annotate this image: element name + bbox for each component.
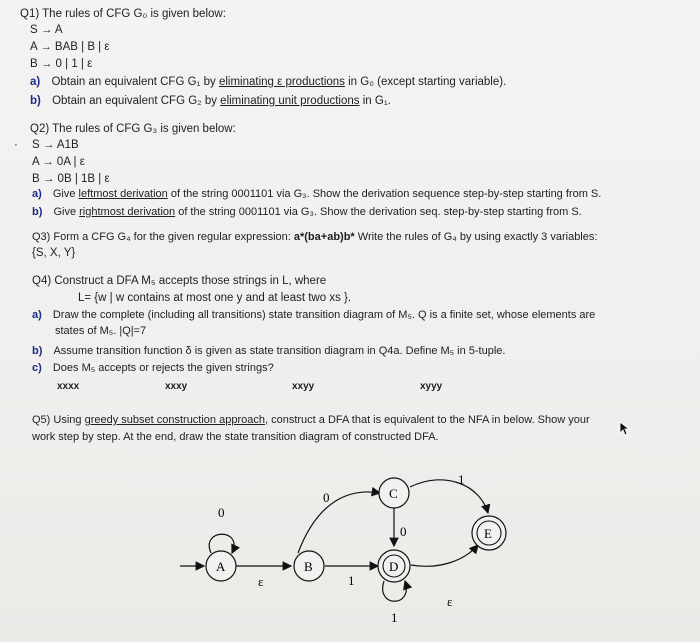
q2-title: Q2) The rules of CFG G₃ is given below: bbox=[30, 123, 236, 135]
q2-bullet-dot: · bbox=[14, 139, 18, 151]
q2-b-underlined: rightmost derivation bbox=[79, 206, 176, 218]
q2-rule-2: A → 0A | ε bbox=[32, 156, 85, 168]
edge-c-e bbox=[410, 480, 488, 513]
q2-a-post: of the string 0001101 via G₃. Show the derivation sequence step-by-step starting from S. bbox=[167, 188, 602, 200]
q2-a-underlined: leftmost derivation bbox=[78, 188, 168, 200]
edge-a-loop bbox=[209, 534, 234, 553]
state-d-label: D bbox=[389, 559, 399, 574]
state-a-label: A bbox=[216, 559, 226, 574]
q1-a-underlined: eliminating ε productions bbox=[218, 76, 345, 88]
q4-string-4: xyyy bbox=[420, 381, 443, 392]
q5-line-2: work step by step. At the end, draw the state transition diagram of constructed DFA. bbox=[32, 431, 439, 443]
q1-b-underlined: eliminating unit productions bbox=[220, 95, 360, 107]
q5-underlined: greedy subset construction approach bbox=[84, 414, 265, 426]
q2-a-label: a) bbox=[32, 188, 42, 200]
q4-c-text: Does M₅ accepts or rejects the given strings? bbox=[52, 362, 274, 374]
q3-line-2: {S, X, Y} bbox=[32, 247, 76, 259]
edge-d-loop bbox=[383, 581, 407, 601]
q3-post: Write the rules of G₄ by using exactly 3 variables: bbox=[354, 231, 598, 243]
q4-title: Q4) Construct a DFA M₅ accepts those strings in L, where bbox=[32, 275, 327, 287]
q1-a-pre: Obtain an equivalent CFG G₁ by bbox=[51, 76, 219, 88]
q4-c-label: c) bbox=[32, 362, 42, 374]
edge-label-a-loop: 0 bbox=[218, 505, 225, 520]
q1-a-label: a) bbox=[30, 76, 41, 88]
edge-d-e bbox=[411, 545, 478, 566]
q4-string-3: xxyy bbox=[292, 381, 315, 392]
q2-b-label: b) bbox=[32, 206, 43, 218]
q1-b-post: in G₁. bbox=[359, 95, 391, 107]
q3-regex: a*(ba+ab)b* bbox=[293, 231, 355, 243]
q1-rule-3: B → 0 | 1 | ε bbox=[30, 58, 93, 70]
q4-string-2: xxxy bbox=[165, 381, 188, 392]
state-e-label: E bbox=[484, 526, 492, 541]
q1-rule-2: A → BAB | B | ε bbox=[30, 41, 110, 53]
q3-pre: Q3) Form a CFG G₄ for the given regular expression: bbox=[32, 231, 294, 243]
q4-b-label: b) bbox=[32, 345, 43, 357]
q4-string-1: xxxx bbox=[57, 381, 80, 392]
q1-b-pre: Obtain an equivalent CFG G₂ by bbox=[52, 95, 221, 107]
q2-b-pre: Give bbox=[53, 206, 80, 218]
state-b-label: B bbox=[304, 559, 313, 574]
edge-label-a-b: ε bbox=[258, 574, 264, 589]
edge-label-b-d: 1 bbox=[348, 573, 355, 588]
edge-label-d-loop: 1 bbox=[391, 610, 398, 625]
q1-rule-1: S → A bbox=[30, 24, 63, 36]
q1-title: Q1) The rules of CFG G₀ is given below: bbox=[20, 8, 226, 20]
q5-post: , construct a DFA that is equivalent to the NFA in below. Show your bbox=[264, 414, 590, 426]
edge-label-b-c: 0 bbox=[323, 490, 330, 505]
q2-b-post: of the string 0001101 via G₃. Show the derivation seq. step-by-step starting from S. bbox=[175, 206, 582, 218]
q2-rule-1: S → A1B bbox=[32, 139, 79, 151]
q4-a-text-cont: states of M₅. |Q|=7 bbox=[55, 325, 147, 337]
edge-b-c bbox=[298, 492, 380, 553]
state-c-label: C bbox=[389, 486, 398, 501]
edge-label-c-d: 0 bbox=[400, 524, 407, 539]
edge-label-d-e: ε bbox=[447, 594, 453, 609]
edge-label-c-e: 1 bbox=[458, 472, 465, 487]
q5-pre: Q5) Using bbox=[32, 414, 85, 426]
q1-a-post: in G₀ (except starting variable). bbox=[344, 76, 507, 88]
q1-b-label: b) bbox=[30, 95, 41, 107]
q4-b-text: Assume transition function δ is given as state transition diagram in Q4a. Define M₅ in 5-tuple. bbox=[53, 345, 506, 357]
q2-a-pre: Give bbox=[52, 188, 79, 200]
q4-a-text: Draw the complete (including all transitions) state transition diagram of M₅. Q is a finite set, whose elements are bbox=[52, 309, 596, 321]
q4-a-label: a) bbox=[32, 309, 42, 321]
q2-rule-3: B → 0B | 1B | ε bbox=[32, 173, 110, 185]
q4-language: L= {w | w contains at most one y and at least two xs }. bbox=[78, 292, 352, 304]
